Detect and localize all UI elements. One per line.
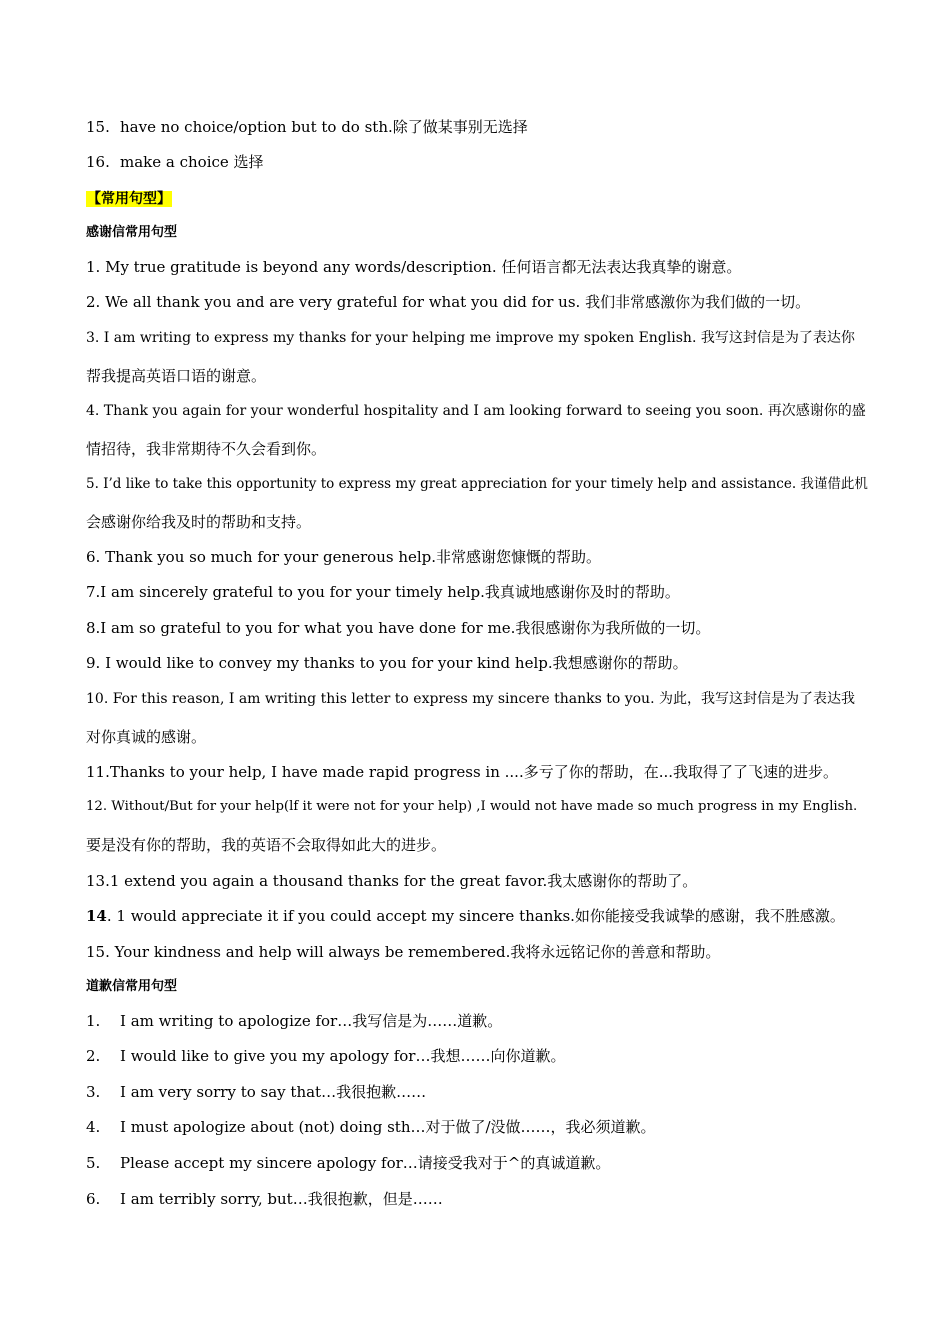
list-item-text: I am writing to apologize for…我写信是为……道歉。 [120, 1012, 503, 1030]
list-item [86, 117, 868, 137]
list-item-text: I am terribly sorry, but…我很抱歉，但是…… [120, 1190, 443, 1208]
apology-list-item [86, 1189, 868, 1209]
thanks-line: 11.Thanks to your help, I have made rapid progress in ....多亏了你的帮助，在...我取得了了飞速的进步。 [86, 763, 839, 781]
thanks-line: 2. We all thank you and are very grateful for what you did for us. 我们非常感激你为我们做的一切。 [86, 293, 811, 311]
thanks-line [86, 906, 868, 926]
apology-list-item [86, 1046, 868, 1066]
thanks-line: 6. Thank you so much for your generous help.非常感谢您慷慨的帮助。 [86, 548, 602, 566]
section-heading-row [86, 188, 868, 209]
list-item [86, 152, 868, 172]
list-item-text: make a choice 选择 [120, 153, 264, 171]
thanks-line: 7.I am sincerely grateful to you for your timely help.我真诚地感谢你及时的帮助。 [86, 583, 680, 601]
list-item-number: 4. [86, 1118, 101, 1136]
thanks-line: 4. Thank you again for your wonderful hospitality and I am looking forward to seeing you soon. 再次感谢你的盛 [86, 403, 866, 419]
list-item-number: 3. [86, 1083, 101, 1101]
thanks-line: 5. I’d like to take this opportunity to express my great appreciation for your timely help and assistance. 我谨借此机 [86, 476, 868, 492]
thanks-line-text: . 1 would appreciate it if you could accept my sincere thanks.如你能接受我诚挚的感谢，我不胜感激。 [106, 907, 845, 925]
section-heading: 【常用句型】 [87, 191, 171, 207]
thanks-line: 对你真诚的感谢。 [86, 728, 207, 746]
list-item-text: have no choice/option but to do sth.除了做某事别无选择 [120, 118, 528, 136]
thanks-line: 9. I would like to convey my thanks to you for your kind help.我想感谢你的帮助。 [86, 654, 688, 672]
apology-list-item [86, 1153, 868, 1173]
list-item-text: Please accept my sincere apology for…请接受我对于^的真诚道歉。 [120, 1154, 611, 1172]
thanks-line: 8.I am so grateful to you for what you have done for me.我很感谢你为我所做的一切。 [86, 619, 711, 637]
thanks-line-number: 14 [86, 907, 107, 925]
apology-list-item [86, 1011, 868, 1031]
thanks-line: 帮我提高英语口语的谢意。 [86, 367, 267, 385]
thanks-line: 15. Your kindness and help will always be remembered.我将永远铭记你的善意和帮助。 [86, 943, 721, 961]
thanks-line: 10. For this reason, I am writing this letter to express my sincere thanks to you. 为此，我写这封信是为了表达我 [86, 691, 855, 707]
thanks-line: 3. I am writing to express my thanks for your helping me improve my spoken English. 我写这封信是为了表达你 [86, 330, 855, 346]
list-item-number: 1. [86, 1012, 101, 1030]
thanks-line: 1. My true gratitude is beyond any words/description. 任何语言都无法表达我真挚的谢意。 [86, 258, 742, 276]
thanks-heading: 感谢信常用句型 [86, 225, 178, 240]
list-item-number: 2. [86, 1047, 101, 1065]
thanks-line: 会感谢你给我及时的帮助和支持。 [86, 513, 312, 531]
list-item-number: 15. [86, 118, 110, 136]
apology-list-item [86, 1082, 868, 1102]
apology-heading: 道歉信常用句型 [86, 979, 178, 994]
thanks-line: 12. Without/But for your help(lf it were not for your help) ,I would not have made so much progress in my English. [86, 799, 858, 814]
list-item-number: 5. [86, 1154, 101, 1172]
thanks-line: 情招待，我非常期待不久会看到你。 [86, 440, 327, 458]
list-item-text: I would like to give you my apology for…我想……向你道歉。 [120, 1047, 566, 1065]
list-item-number: 6. [86, 1190, 101, 1208]
list-item-number: 16. [86, 153, 110, 171]
list-item-text: I am very sorry to say that…我很抱歉…… [120, 1083, 427, 1101]
list-item-text: I must apologize about (not) doing sth…对于做了/没做……，我必须道歉。 [120, 1118, 656, 1136]
apology-list-item [86, 1117, 868, 1137]
thanks-line: 13.1 extend you again a thousand thanks for the great favor.我太感谢你的帮助了。 [86, 872, 698, 890]
thanks-line: 要是没有你的帮助，我的英语不会取得如此大的进步。 [86, 836, 447, 854]
